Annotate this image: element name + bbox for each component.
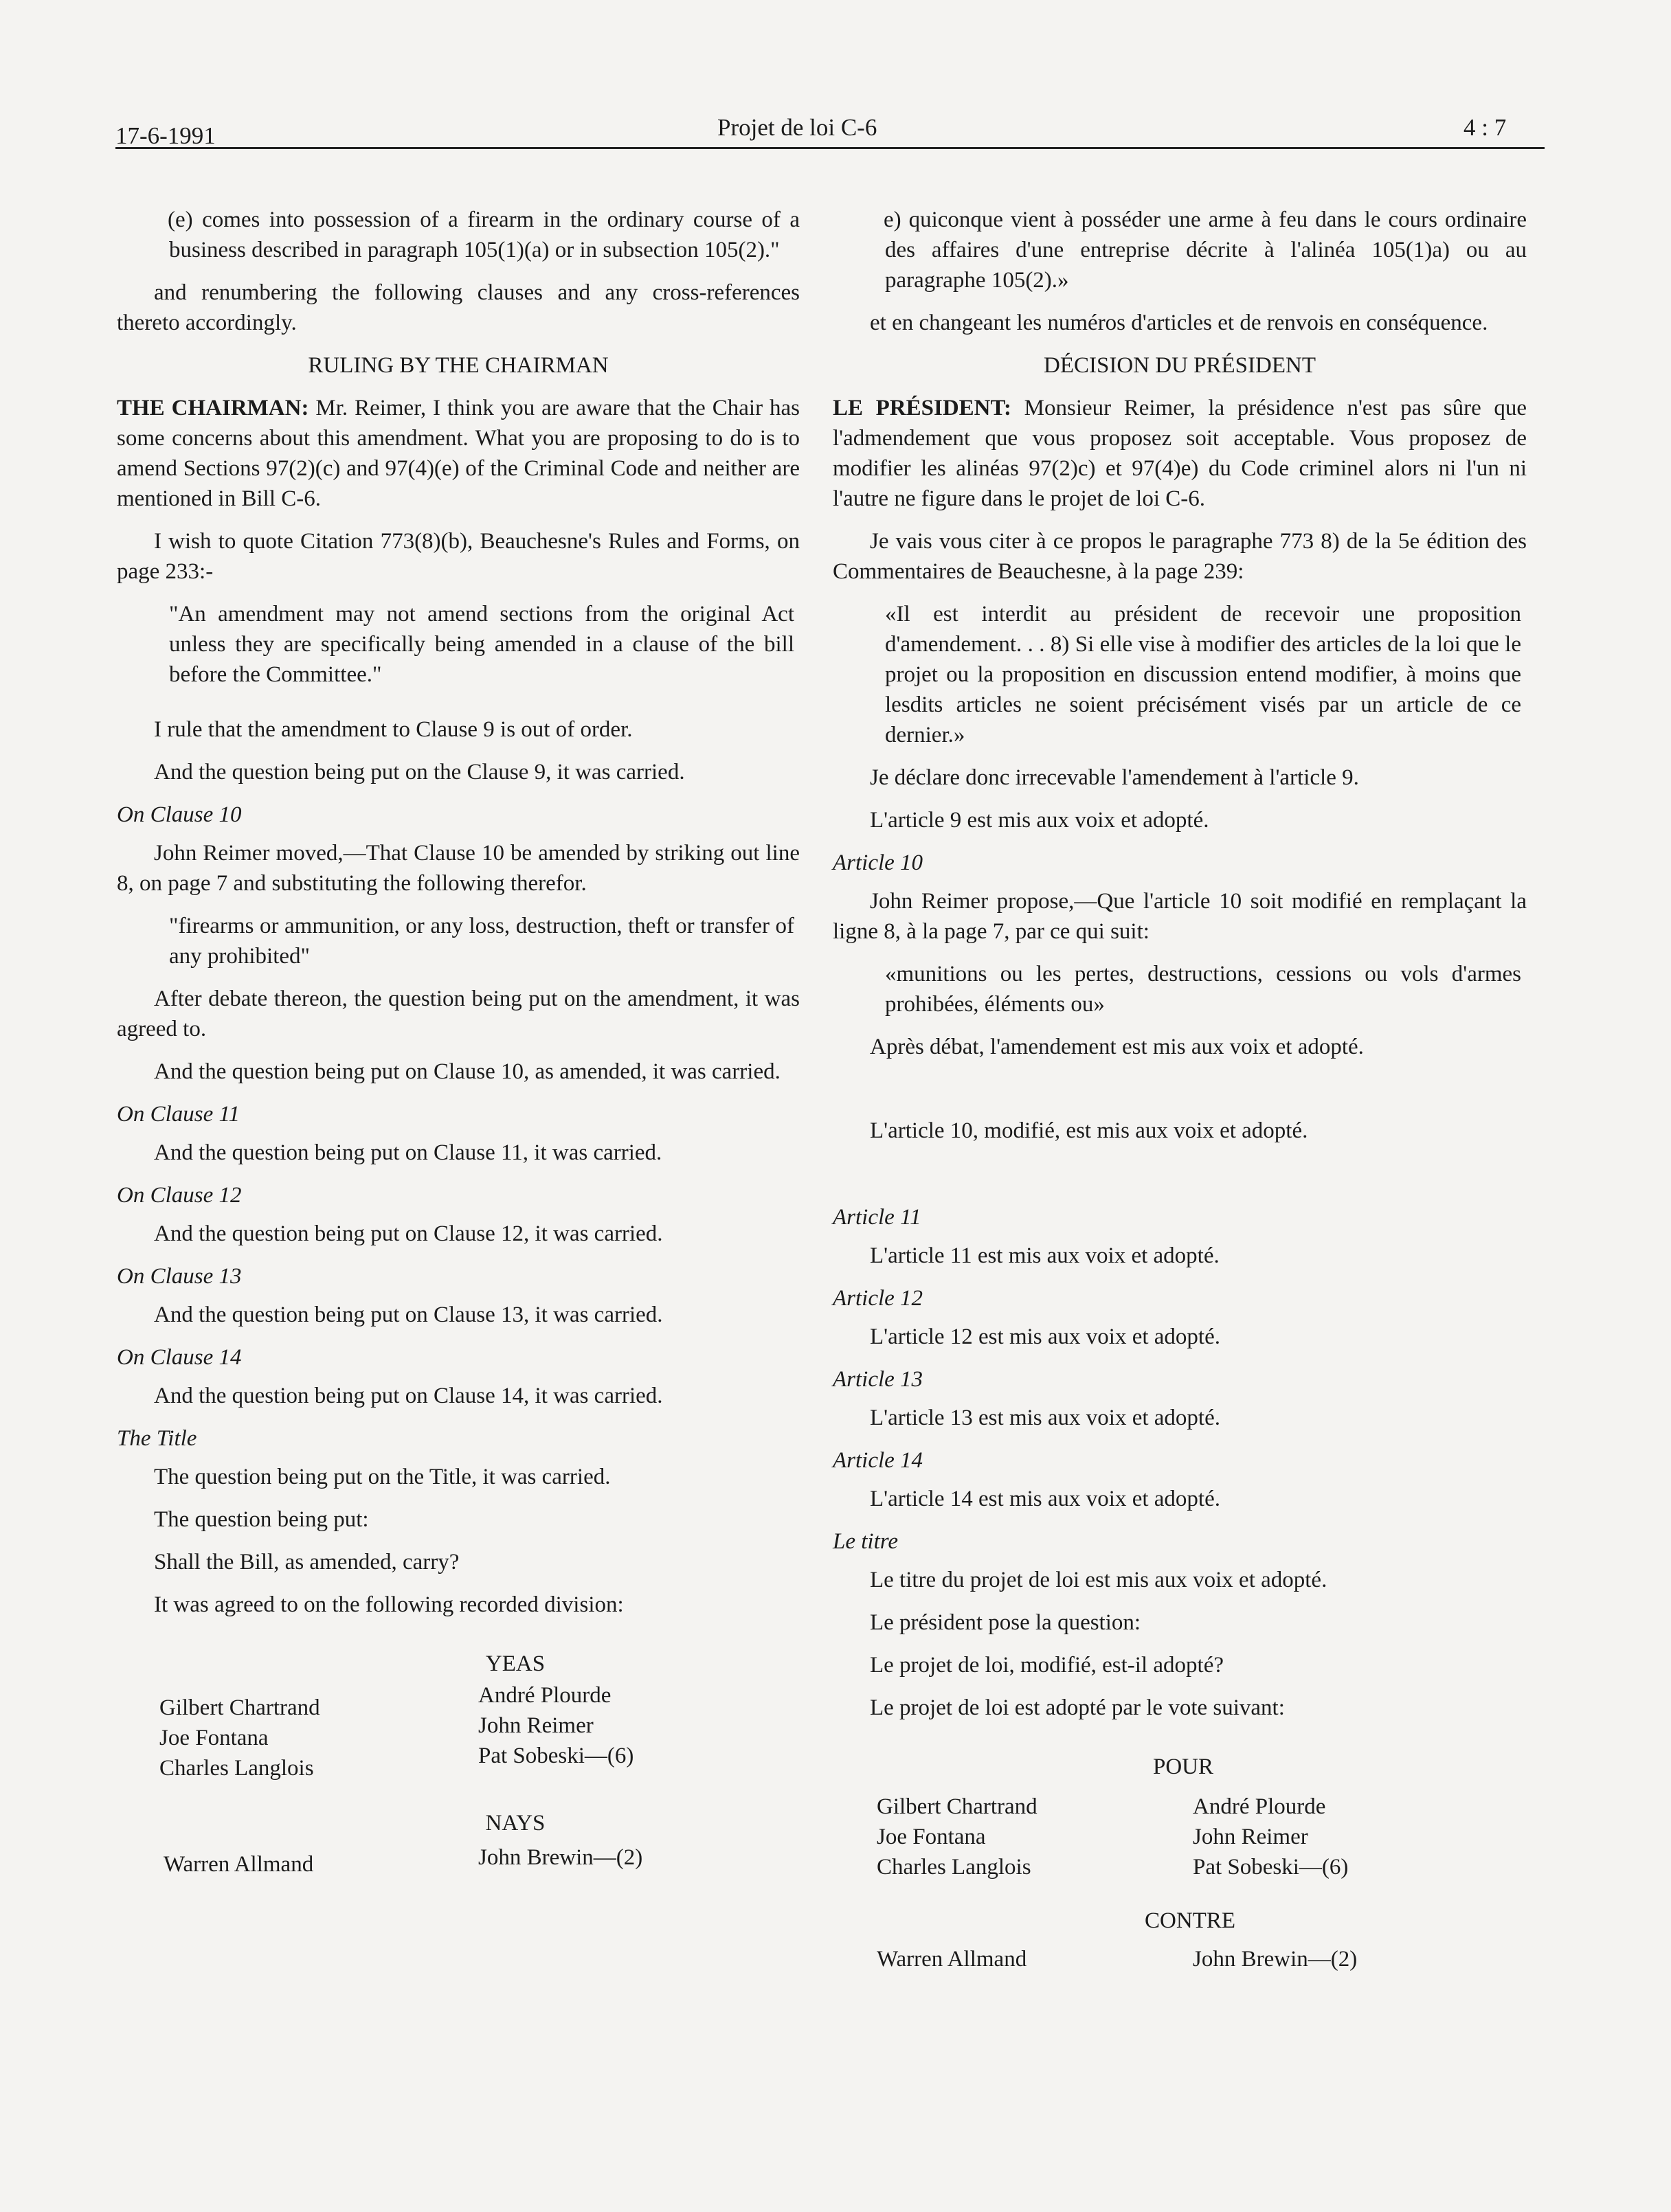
yea-name: Charles Langlois (159, 1756, 314, 1781)
quote-intro: I wish to quote Citation 773(8)(b), Beauchesne's Rules and Forms, on page 233:- (117, 529, 800, 584)
nay-name: Warren Allmand (164, 1852, 314, 1877)
nays-label: NAYS (485, 1811, 546, 1836)
reimer-motion: John Reimer propose,—Que l'article 10 soit modifié en remplaçant la ligne 8, à la page 7, par ce qui suit: (833, 889, 1527, 944)
recorded-division (117, 1632, 800, 1877)
clause-13-heading: Article 13 (833, 1367, 923, 1392)
yea-name: André Plourde (478, 1683, 612, 1708)
item-e: e) quiconque vient à posséder une arme à feu dans le cours ordinaire des affaires d'une entreprise décrite à l'alinéa 105(1)a) ou au paragraphe 105(2).» (884, 207, 1527, 293)
clause-10-result: L'article 10, modifié, est mis aux voix et adopté. (870, 1118, 1308, 1143)
after-debate: After debate thereon, the question being put on the amendment, it was agreed to. (117, 986, 800, 1041)
clause-10-heading: Article 10 (833, 850, 923, 875)
clause-13-result: L'article 13 est mis aux voix et adopté. (870, 1406, 1220, 1430)
speaker-label: LE PRÉSIDENT: (833, 396, 1012, 420)
yea-name: Pat Sobeski—(6) (1193, 1855, 1349, 1880)
spacer (833, 1074, 1527, 1116)
clause-14-result: And the question being put on Clause 14, it was carried. (154, 1384, 663, 1408)
clause-12-result: And the question being put on Clause 12, it was carried. (154, 1221, 663, 1246)
clause-10-result: And the question being put on Clause 10, as amended, it was carried. (154, 1059, 781, 1084)
title-result: The question being put on the Title, it was carried. (154, 1465, 611, 1489)
clause-14-heading: On Clause 14 (117, 1345, 242, 1370)
clause-11-heading: On Clause 11 (117, 1102, 240, 1127)
renumber-text: and renumbering the following clauses and any cross-references thereto accordingly. (117, 280, 800, 335)
reimer-amendment-text: "firearms or ammunition, or any loss, destruction, theft or transfer of any prohibited" (169, 914, 794, 969)
recorded-division-intro: Le projet de loi est adopté par le vote suivant: (870, 1695, 1285, 1720)
question-put: Le président pose la question: (870, 1610, 1141, 1635)
header-page-number: 4 : 7 (1463, 114, 1507, 141)
shall-bill-question: Le projet de loi, modifié, est-il adopté? (870, 1653, 1224, 1678)
nay-name: Warren Allmand (877, 1947, 1027, 1972)
beauchesne-quote: "An amendment may not amend sections from the original Act unless they are specifically being amended in a clause of the bill before the Committee." (169, 602, 794, 687)
chairman-statement (117, 393, 800, 514)
title-heading: The Title (117, 1426, 197, 1451)
yea-name: Gilbert Chartrand (877, 1794, 1038, 1819)
french-column (833, 205, 1527, 1976)
recorded-division (833, 1735, 1527, 1976)
president-statement (833, 393, 1527, 514)
yea-name: John Reimer (1193, 1825, 1308, 1849)
title-heading: Le titre (833, 1529, 899, 1554)
clause-10-heading: On Clause 10 (117, 802, 242, 827)
nay-name: John Brewin—(2) (1193, 1947, 1358, 1972)
clause-13-result: And the question being put on Clause 13, it was carried. (154, 1302, 663, 1327)
clause-11-result: L'article 11 est mis aux voix et adopté. (870, 1243, 1220, 1268)
reimer-amendment-text: «munitions ou les pertes, destructions, cessions ou vols d'armes prohibées, éléments ou» (885, 962, 1521, 1017)
chairman-text: Mr. Reimer, I think you are aware that the Chair has some concerns about this amendment. What you are proposing to do is to amend Sections 97(2)(c) and 97(4)(e) of the Criminal Code and neither are mentioned in Bill C-6. (117, 396, 800, 511)
yeas-label: POUR (1152, 1754, 1214, 1779)
quote-intro: Je vais vous citer à ce propos le paragraphe 773 8) de la 5e édition des Commentaires de Beauchesne, à la page 239: (833, 529, 1527, 584)
clause-9-result: And the question being put on the Clause 9, it was carried. (154, 760, 685, 785)
spacer (833, 1158, 1527, 1199)
renumber-text: et en changeant les numéros d'articles et de renvois en conséquence. (870, 311, 1488, 335)
yea-name: John Reimer (478, 1713, 594, 1738)
yeas-label: YEAS (485, 1651, 546, 1676)
header-rule (115, 147, 1545, 149)
clause-13-heading: On Clause 13 (117, 1264, 242, 1289)
yea-name: Charles Langlois (877, 1855, 1031, 1880)
clause-14-result: L'article 14 est mis aux voix et adopté. (870, 1487, 1220, 1511)
after-debate: Après débat, l'amendement est mis aux voix et adopté. (870, 1035, 1364, 1059)
ruling-text: Je déclare donc irrecevable l'amendement à l'article 9. (870, 765, 1359, 790)
ruling-heading: DÉCISION DU PRÉSIDENT (1044, 353, 1316, 378)
yea-name: André Plourde (1193, 1794, 1326, 1819)
clause-12-result: L'article 12 est mis aux voix et adopté. (870, 1324, 1220, 1349)
reimer-motion: John Reimer moved,—That Clause 10 be amended by striking out line 8, on page 7 and substituting the following therefor. (117, 841, 800, 896)
english-column (117, 205, 800, 1877)
clause-11-result: And the question being put on Clause 11, it was carried. (154, 1140, 662, 1165)
shall-bill-question: Shall the Bill, as amended, carry? (154, 1550, 460, 1575)
question-put: The question being put: (154, 1507, 369, 1532)
yea-name: Joe Fontana (159, 1726, 269, 1750)
clause-11-heading: Article 11 (833, 1205, 921, 1230)
clause-9-result: L'article 9 est mis aux voix et adopté. (870, 808, 1209, 833)
clause-12-heading: On Clause 12 (117, 1183, 242, 1208)
yea-name: Joe Fontana (877, 1825, 986, 1849)
yea-name: Pat Sobeski—(6) (478, 1743, 634, 1768)
ruling-heading: RULING BY THE CHAIRMAN (308, 353, 609, 378)
nay-name: John Brewin—(2) (478, 1845, 643, 1870)
clause-14-heading: Article 14 (833, 1448, 923, 1473)
header-date: 17-6-1991 (115, 122, 216, 149)
page-header (0, 0, 1671, 165)
yea-name: Gilbert Chartrand (159, 1695, 320, 1720)
clause-12-heading: Article 12 (833, 1286, 923, 1311)
item-e: (e) comes into possession of a firearm in the ordinary course of a business described in paragraph 105(1)(a) or in subsection 105(2)." (168, 207, 800, 262)
header-title: Projet de loi C-6 (717, 114, 877, 141)
president-text: Monsieur Reimer, la présidence n'est pas sûre que l'admendement que vous proposez soit acceptable. Vous proposez de modifier les alinéas 97(2)c) et 97(4)e) du Code criminel alors ni l'un ni l'autre ne figure dans le projet de loi C-6. (833, 396, 1527, 511)
recorded-division-intro: It was agreed to on the following recorded division: (154, 1592, 624, 1617)
beauchesne-quote: «Il est interdit au président de recevoir une proposition d'amendement. . . 8) Si elle vise à modifier des articles de la loi que le projet ou la proposition en discussion entend modifier, à moins que lesdits articles ne soient précisément visés par un article de ce dernier.» (885, 602, 1521, 747)
spacer (117, 702, 800, 714)
title-result: Le titre du projet de loi est mis aux voix et adopté. (870, 1568, 1327, 1592)
ruling-text: I rule that the amendment to Clause 9 is out of order. (154, 717, 633, 742)
speaker-label: THE CHAIRMAN: (117, 396, 309, 420)
nays-label: CONTRE (1145, 1908, 1235, 1933)
